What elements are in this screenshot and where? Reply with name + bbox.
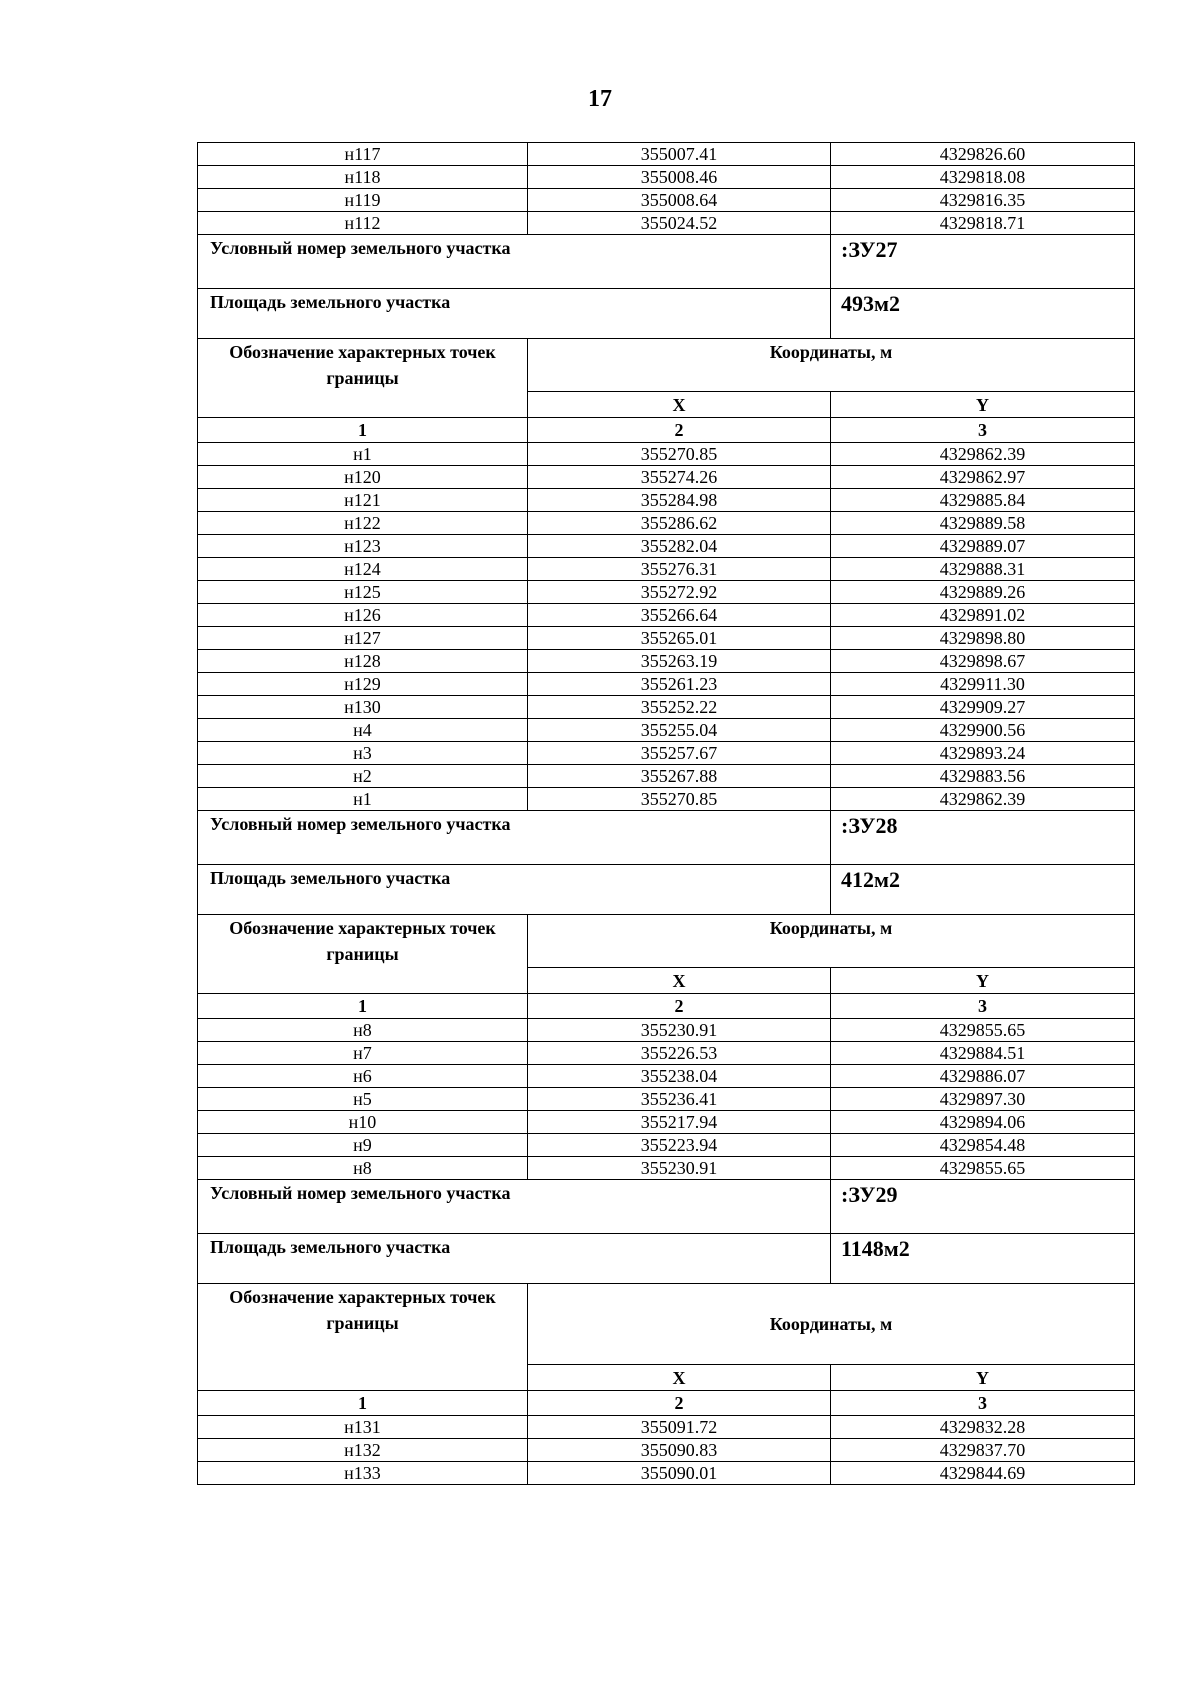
point-label: н1 (198, 788, 528, 811)
y-coordinate: 4329911.30 (831, 673, 1135, 696)
coordinate-row (198, 1439, 1135, 1462)
plot-number-label: Условный номер земельного участка (198, 1180, 831, 1234)
point-label: н127 (198, 627, 528, 650)
coordinate-row (198, 696, 1135, 719)
point-label: н132 (198, 1439, 528, 1462)
x-coordinate: 355270.85 (528, 788, 831, 811)
coordinate-row (198, 535, 1135, 558)
plot-number-row (198, 1180, 1135, 1234)
x-axis-header: X (528, 968, 831, 994)
plot-area-label: Площадь земельного участка (198, 865, 831, 915)
x-coordinate: 355272.92 (528, 581, 831, 604)
coordinate-row (198, 788, 1135, 811)
column-number: 2 (528, 418, 831, 443)
coords-header-row (198, 339, 1135, 392)
column-number: 2 (528, 994, 831, 1019)
y-axis-header: Y (831, 968, 1135, 994)
page-number: 17 (588, 86, 612, 112)
x-coordinate: 355007.41 (528, 143, 831, 166)
y-coordinate: 4329844.69 (831, 1462, 1135, 1485)
column-number-row (198, 418, 1135, 443)
coordinate-row (198, 1019, 1135, 1042)
plot-number-label: Условный номер земельного участка (198, 235, 831, 289)
y-coordinate: 4329818.71 (831, 212, 1135, 235)
y-axis-header: Y (831, 392, 1135, 418)
coordinate-row (198, 1416, 1135, 1439)
y-coordinate: 4329862.97 (831, 466, 1135, 489)
coordinate-row (198, 1088, 1135, 1111)
x-coordinate: 355276.31 (528, 558, 831, 581)
column-number: 2 (528, 1391, 831, 1416)
y-coordinate: 4329855.65 (831, 1157, 1135, 1180)
y-coordinate: 4329826.60 (831, 143, 1135, 166)
plot-area-value: 412м2 (831, 865, 1135, 915)
plot-area-label: Площадь земельного участка (198, 289, 831, 339)
point-label: н6 (198, 1065, 528, 1088)
y-coordinate: 4329885.84 (831, 489, 1135, 512)
point-label: н8 (198, 1157, 528, 1180)
x-coordinate: 355263.19 (528, 650, 831, 673)
coordinate-row (198, 1157, 1135, 1180)
x-coordinate: 355265.01 (528, 627, 831, 650)
coordinate-row (198, 650, 1135, 673)
coordinate-row (198, 1042, 1135, 1065)
point-label: н7 (198, 1042, 528, 1065)
x-coordinate: 355257.67 (528, 742, 831, 765)
column-number: 3 (831, 418, 1135, 443)
point-label: н131 (198, 1416, 528, 1439)
points-header: Обозначение характерных точек границы (198, 915, 528, 994)
y-coordinate: 4329909.27 (831, 696, 1135, 719)
y-axis-header: Y (831, 1365, 1135, 1391)
x-coordinate: 355270.85 (528, 443, 831, 466)
point-label: н117 (198, 143, 528, 166)
y-coordinate: 4329889.26 (831, 581, 1135, 604)
x-coordinate: 355091.72 (528, 1416, 831, 1439)
y-coordinate: 4329894.06 (831, 1111, 1135, 1134)
y-coordinate: 4329891.02 (831, 604, 1135, 627)
y-coordinate: 4329898.67 (831, 650, 1135, 673)
y-coordinate: 4329889.58 (831, 512, 1135, 535)
x-axis-header: X (528, 392, 831, 418)
coordinate-row (198, 742, 1135, 765)
coordinate-row (198, 719, 1135, 742)
point-label: н128 (198, 650, 528, 673)
x-coordinate: 355286.62 (528, 512, 831, 535)
x-coordinate: 355230.91 (528, 1157, 831, 1180)
point-label: н120 (198, 466, 528, 489)
point-label: н122 (198, 512, 528, 535)
coordinate-row (198, 765, 1135, 788)
point-label: н119 (198, 189, 528, 212)
plot-number-value: :ЗУ29 (831, 1180, 1135, 1234)
coordinate-row (198, 1065, 1135, 1088)
coordinate-row (198, 512, 1135, 535)
x-coordinate: 355223.94 (528, 1134, 831, 1157)
coordinate-row (198, 581, 1135, 604)
column-number: 1 (198, 418, 528, 443)
x-coordinate: 355217.94 (528, 1111, 831, 1134)
x-axis-header: X (528, 1365, 831, 1391)
coords-header: Координаты, м (528, 1284, 1135, 1365)
y-coordinate: 4329889.07 (831, 535, 1135, 558)
coordinate-row (198, 1111, 1135, 1134)
y-coordinate: 4329862.39 (831, 443, 1135, 466)
y-coordinate: 4329888.31 (831, 558, 1135, 581)
point-label: н4 (198, 719, 528, 742)
coordinate-row (198, 466, 1135, 489)
coordinate-row (198, 604, 1135, 627)
x-coordinate: 355261.23 (528, 673, 831, 696)
coords-header-row (198, 915, 1135, 968)
y-coordinate: 4329897.30 (831, 1088, 1135, 1111)
plot-area-row (198, 289, 1135, 339)
x-coordinate: 355274.26 (528, 466, 831, 489)
coordinate-row (198, 558, 1135, 581)
x-coordinate: 355008.64 (528, 189, 831, 212)
point-label: н8 (198, 1019, 528, 1042)
x-coordinate: 355252.22 (528, 696, 831, 719)
coordinate-row (198, 627, 1135, 650)
point-label: н125 (198, 581, 528, 604)
y-coordinate: 4329886.07 (831, 1065, 1135, 1088)
coords-header: Координаты, м (528, 339, 1135, 392)
point-label: н133 (198, 1462, 528, 1485)
point-label: н112 (198, 212, 528, 235)
plot-area-row (198, 865, 1135, 915)
plot-number-value: :ЗУ27 (831, 235, 1135, 289)
point-label: н126 (198, 604, 528, 627)
plot-area-value: 493м2 (831, 289, 1135, 339)
y-coordinate: 4329884.51 (831, 1042, 1135, 1065)
column-number: 1 (198, 994, 528, 1019)
point-label: н121 (198, 489, 528, 512)
point-label: н123 (198, 535, 528, 558)
x-coordinate: 355008.46 (528, 166, 831, 189)
column-number-row (198, 1391, 1135, 1416)
point-label: н10 (198, 1111, 528, 1134)
y-coordinate: 4329898.80 (831, 627, 1135, 650)
coordinate-row (198, 143, 1135, 166)
x-coordinate: 355236.41 (528, 1088, 831, 1111)
points-header: Обозначение характерных точек границы (198, 339, 528, 418)
column-number: 3 (831, 994, 1135, 1019)
column-number-row (198, 994, 1135, 1019)
plot-area-label: Площадь земельного участка (198, 1234, 831, 1284)
x-coordinate: 355267.88 (528, 765, 831, 788)
x-coordinate: 355255.04 (528, 719, 831, 742)
y-coordinate: 4329818.08 (831, 166, 1135, 189)
x-coordinate: 355282.04 (528, 535, 831, 558)
coordinates-table (197, 142, 1135, 1485)
coordinate-row (198, 212, 1135, 235)
x-coordinate: 355024.52 (528, 212, 831, 235)
y-coordinate: 4329883.56 (831, 765, 1135, 788)
point-label: н9 (198, 1134, 528, 1157)
x-coordinate: 355230.91 (528, 1019, 831, 1042)
point-label: н118 (198, 166, 528, 189)
coordinate-row (198, 166, 1135, 189)
point-label: н3 (198, 742, 528, 765)
coords-header-row (198, 1284, 1135, 1365)
x-coordinate: 355090.01 (528, 1462, 831, 1485)
plot-area-value: 1148м2 (831, 1234, 1135, 1284)
plot-number-label: Условный номер земельного участка (198, 811, 831, 865)
points-header: Обозначение характерных точек границы (198, 1284, 528, 1391)
y-coordinate: 4329854.48 (831, 1134, 1135, 1157)
point-label: н2 (198, 765, 528, 788)
column-number: 1 (198, 1391, 528, 1416)
coordinate-row (198, 443, 1135, 466)
x-coordinate: 355238.04 (528, 1065, 831, 1088)
plot-number-row (198, 235, 1135, 289)
point-label: н129 (198, 673, 528, 696)
point-label: н1 (198, 443, 528, 466)
x-coordinate: 355090.83 (528, 1439, 831, 1462)
coordinate-row (198, 489, 1135, 512)
plot-number-value: :ЗУ28 (831, 811, 1135, 865)
coordinate-row (198, 1462, 1135, 1485)
column-number: 3 (831, 1391, 1135, 1416)
point-label: н130 (198, 696, 528, 719)
coordinate-row (198, 673, 1135, 696)
y-coordinate: 4329832.28 (831, 1416, 1135, 1439)
plot-area-row (198, 1234, 1135, 1284)
coords-header: Координаты, м (528, 915, 1135, 968)
y-coordinate: 4329855.65 (831, 1019, 1135, 1042)
x-coordinate: 355266.64 (528, 604, 831, 627)
y-coordinate: 4329900.56 (831, 719, 1135, 742)
coordinate-row (198, 189, 1135, 212)
y-coordinate: 4329837.70 (831, 1439, 1135, 1462)
point-label: н5 (198, 1088, 528, 1111)
y-coordinate: 4329816.35 (831, 189, 1135, 212)
coordinates-table-body (198, 143, 1135, 1485)
y-coordinate: 4329862.39 (831, 788, 1135, 811)
coordinate-row (198, 1134, 1135, 1157)
x-coordinate: 355226.53 (528, 1042, 831, 1065)
point-label: н124 (198, 558, 528, 581)
plot-number-row (198, 811, 1135, 865)
x-coordinate: 355284.98 (528, 489, 831, 512)
y-coordinate: 4329893.24 (831, 742, 1135, 765)
